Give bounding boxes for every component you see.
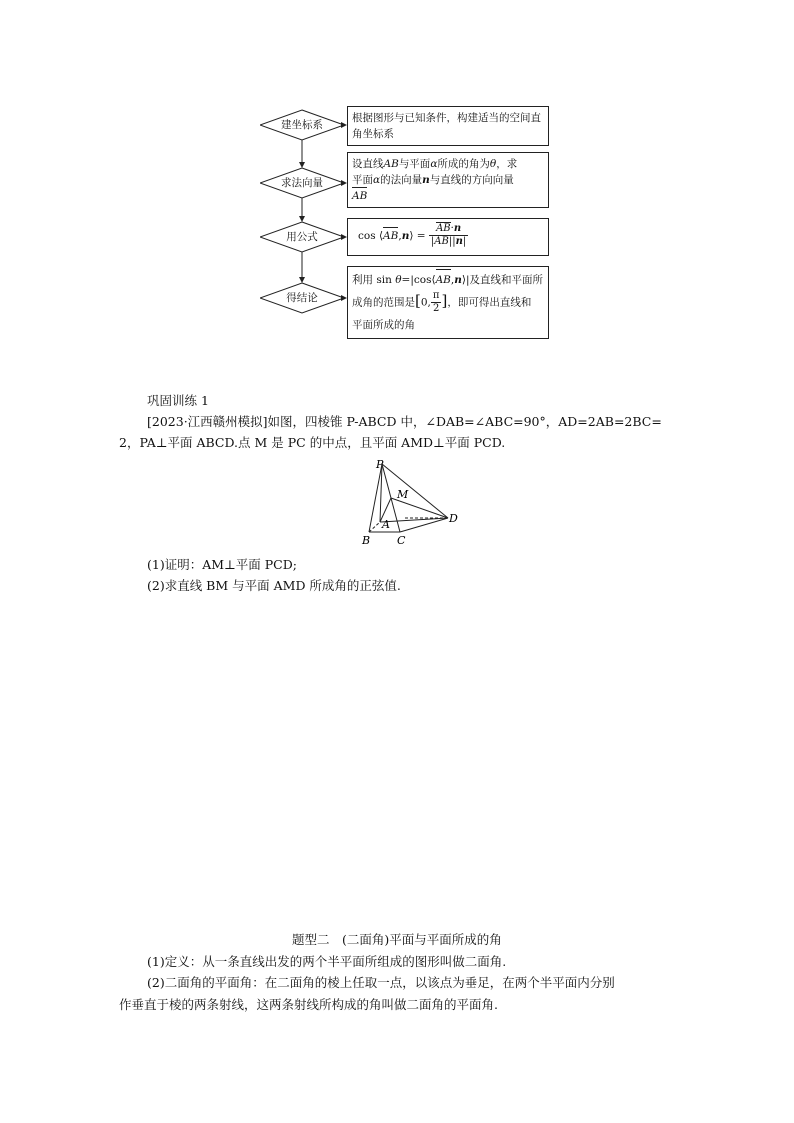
cos-fraction: $\frac{AB\cdot n}{|AB||n|}$ [430,223,467,247]
step-desc-1: 根据图形与已知条件，构建适当的空间直角坐标系 [347,106,549,146]
step-label-2: 求法向量 [281,177,323,189]
section-title: 题型二 (二面角)平面与平面所成的角 [292,932,502,947]
question-2: (2)求直线 BM 与平面 AMD 所成角的正弦值. [147,578,401,593]
definition-line: (1)定义：从一条直线出发的两个半平面所组成的图形叫做二面角. [147,954,507,969]
label-c: C [397,534,406,547]
exercise-line-1: [2023·江西赣州模拟]如图，四棱锥 P-ABCD 中，∠DAB=∠ABC=90°，AD=2AB=2BC= [147,414,662,429]
step-desc-2: 设直线AB与平面α所成的角为θ，求 平面α的法向量n与直线的方向向量 AB [347,152,549,208]
label-b: B [362,534,371,547]
flowchart [260,100,560,345]
step-label-3: 用公式 [286,231,318,243]
plane-angle-line-2: 作垂直于棱的两条射线，这两条射线所构成的角叫做二面角的平面角. [119,997,498,1012]
pyramid-figure [360,458,470,548]
step-label-1: 建坐标系 [281,119,323,131]
step-label-4: 得结论 [286,292,318,304]
exercise-heading: 巩固训练 1 [147,393,209,408]
plane-angle-line-1: (2)二面角的平面角：在二面角的棱上任取一点，以该点为垂足，在两个半平面内分别 [147,975,615,990]
label-d: D [449,512,458,525]
label-a: A [382,518,390,531]
step-desc-4: 利用 sin θ=|cos⟨AB,n⟩|及直线和平面所 成角的范围是[0, $\frac{\pi}{2}$ ]，即可得出直线和 平面所成的角 [347,266,549,339]
question-1: (1)证明：AM⊥平面 PCD; [147,557,297,572]
step-formula-3: cos ⟨AB,n⟩ = $\frac{AB\cdot n}{|AB||n|}$ [347,218,549,256]
exercise-line-2: 2，PA⊥平面 ABCD.点 M 是 PC 的中点，且平面 AMD⊥平面 PCD. [119,435,506,450]
label-m: M [397,488,409,501]
label-p: P [376,458,384,471]
vector-ab: AB [352,190,368,202]
